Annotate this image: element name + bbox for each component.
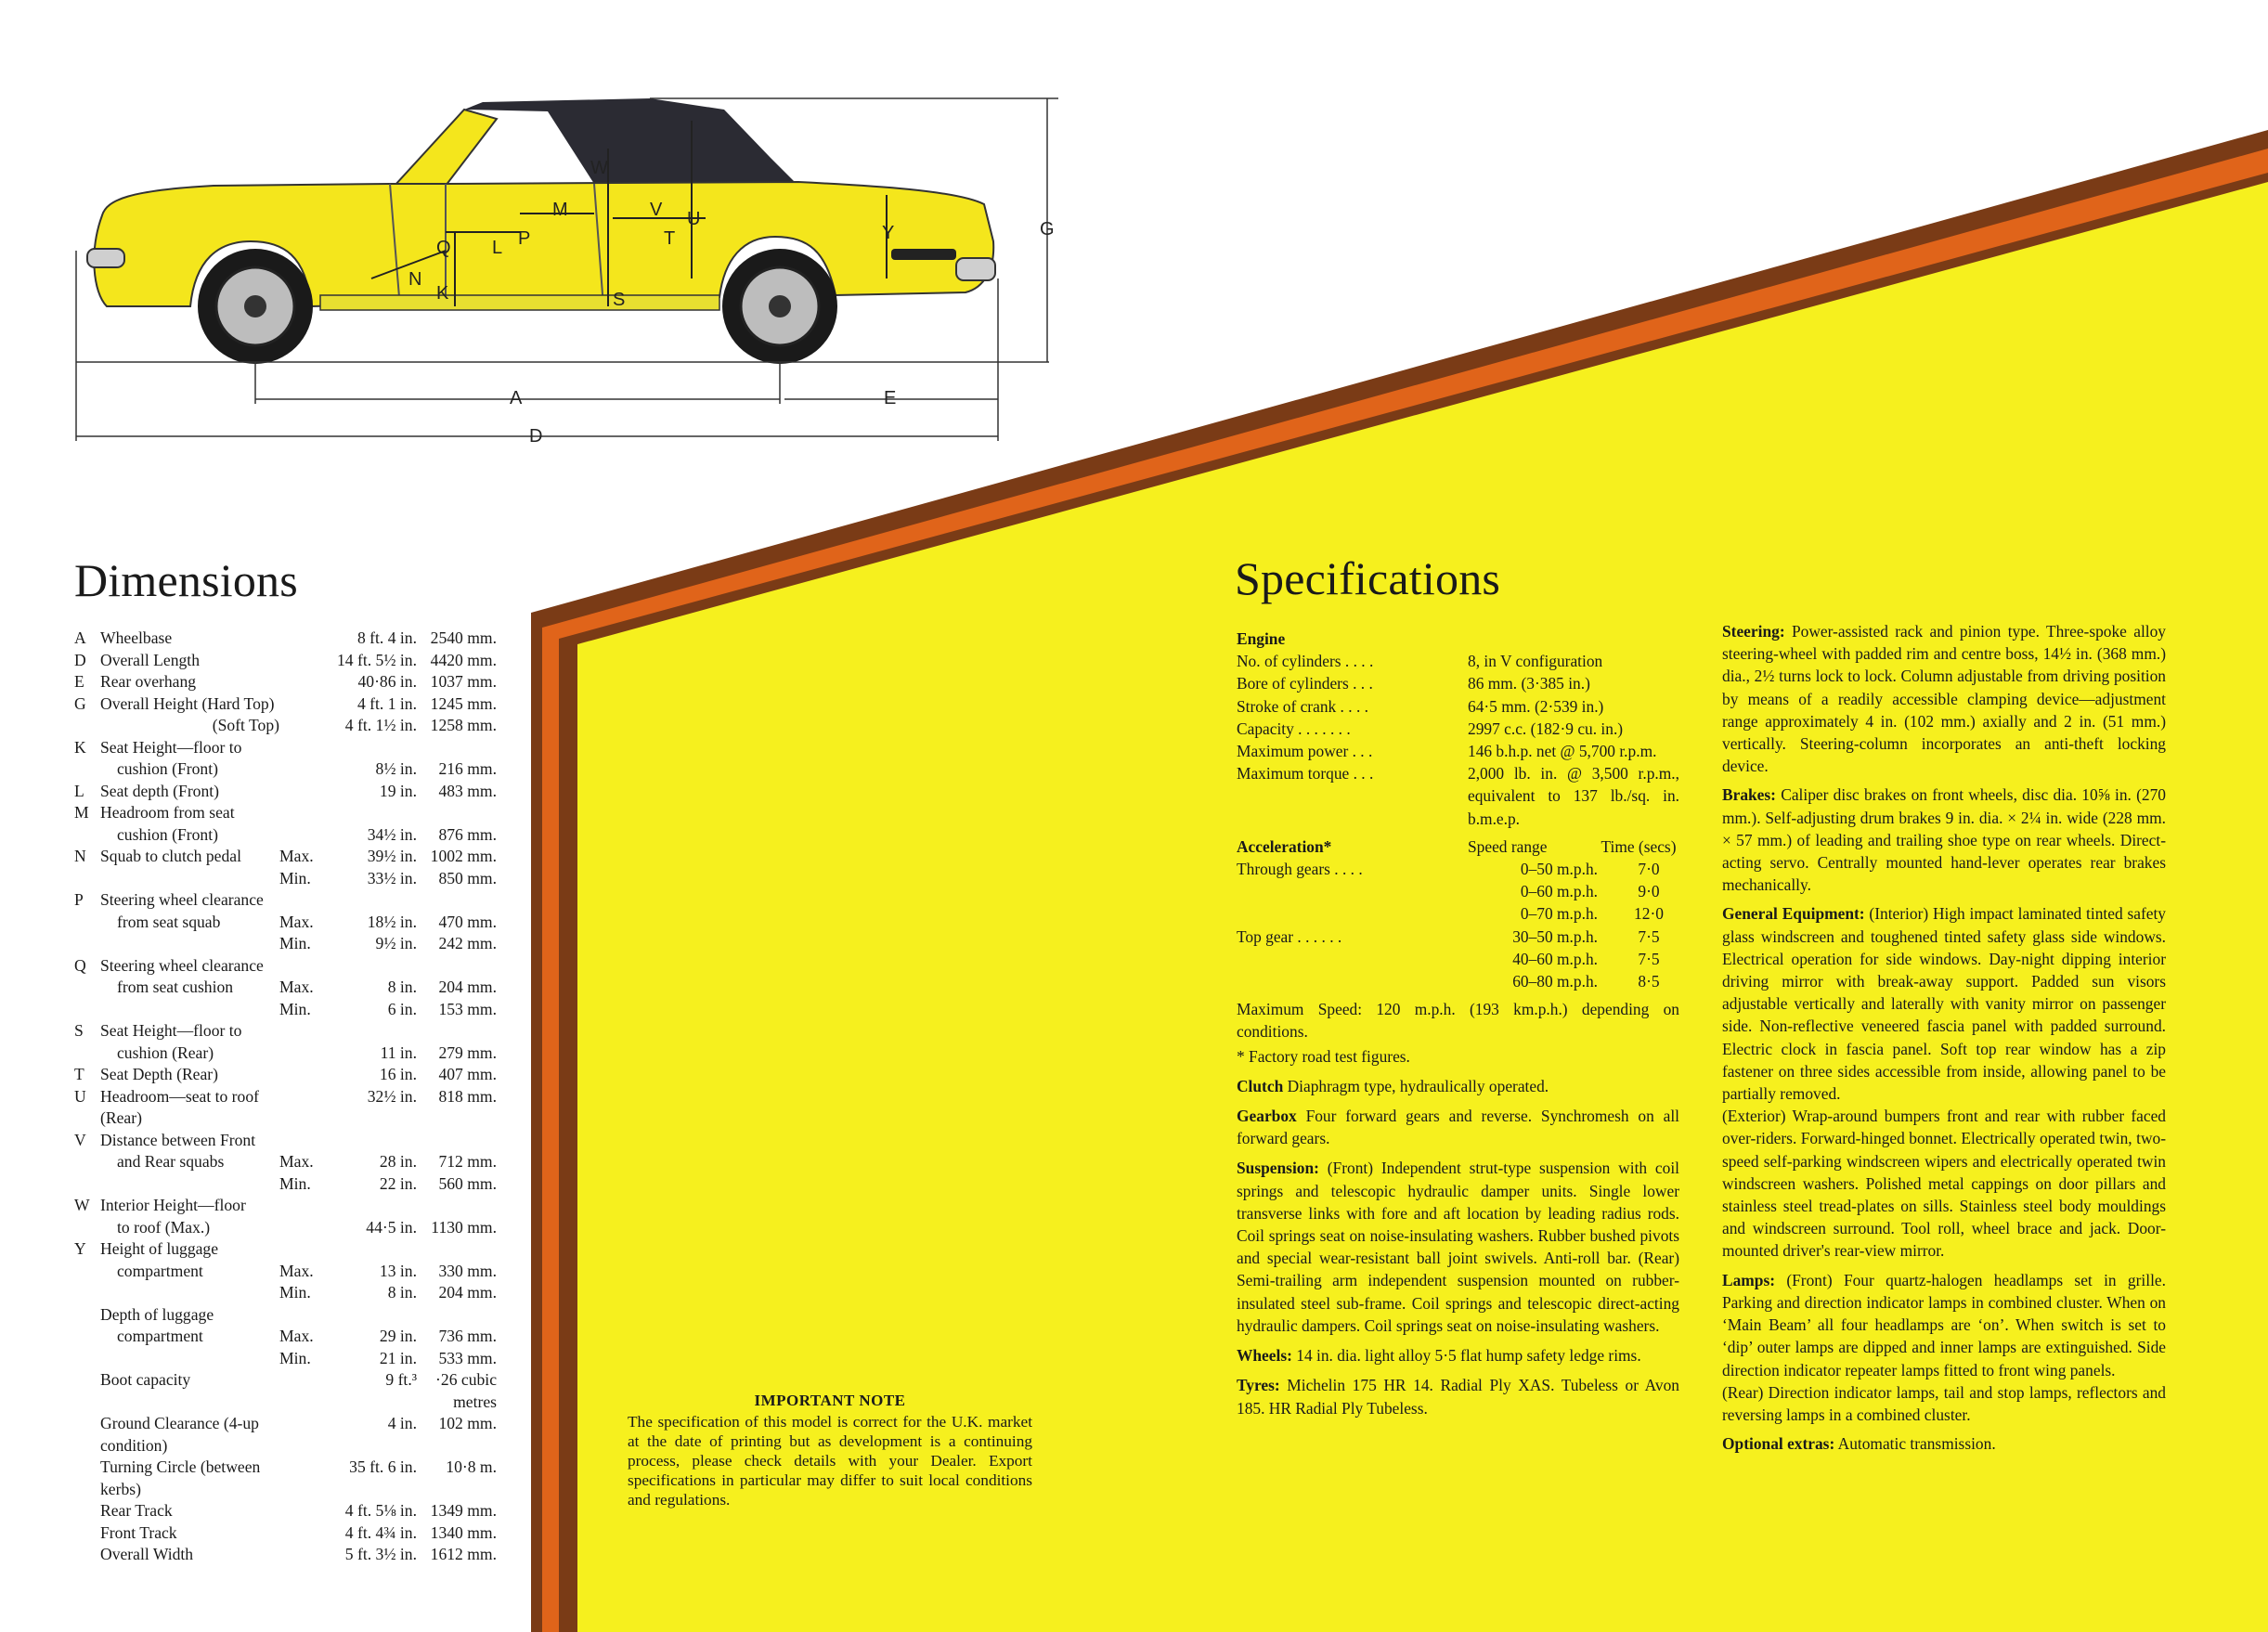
diagram-label-v: V (650, 200, 663, 220)
important-note (628, 1391, 1032, 1509)
dimension-row (74, 715, 497, 737)
dimension-name: Overall Length (100, 650, 200, 669)
diagram-label-y: Y (882, 223, 895, 243)
dimension-letter: E (74, 672, 84, 691)
dimension-metric: 1130 mm. (431, 1217, 497, 1237)
diagram-label-u: U (687, 209, 701, 229)
diagram-label-l: L (492, 238, 503, 258)
dimension-letter: M (74, 803, 89, 822)
specifications-column-2 (1722, 620, 2166, 1455)
diagram-label-d: D (529, 426, 543, 447)
accel-table (1237, 858, 1679, 992)
engine-row (1237, 718, 1679, 740)
dimension-metric: 153 mm. (438, 999, 497, 1018)
lamps-text: (Front) Four quartz-halogen headlamps set in grille. Parking and direction indicator lamps in combined cluster. When on ‘Main Beam’ all four headlamps are ‘on’. When switch is set to ‘dip’ outer lamps are dipped and inner lamps are extinguished. Side direction indicator repeater lamps fitted to front wing panels. (1722, 1270, 2166, 1379)
dimension-row (74, 758, 497, 781)
lamps-spec (1722, 1269, 2166, 1381)
diagram-label-w: W (590, 158, 608, 178)
accel-row (1237, 858, 1679, 880)
equipment-spec (1722, 902, 2166, 1105)
dimensions-title: Dimensions (74, 554, 298, 606)
dimension-metric: 736 mm. (438, 1327, 497, 1345)
accel-row (1237, 926, 1679, 948)
accel-gear (1237, 880, 1468, 902)
dimension-qualifier: Min. (279, 934, 311, 952)
engine-value: 146 b.h.p. net @ 5,700 r.p.m. (1468, 742, 1657, 761)
dimension-row (74, 1173, 497, 1196)
dimension-name: (Soft Top) (212, 716, 279, 734)
accel-time: 8·5 (1638, 972, 1660, 991)
dimension-imperial: 33½ in. (367, 868, 417, 887)
dimension-qualifier: Min. (279, 1283, 311, 1302)
dimension-imperial: 35 ft. 6 in. (349, 1457, 417, 1476)
dimension-row (74, 868, 497, 890)
rear-lamp (891, 249, 956, 260)
engine-heading: Engine (1237, 629, 1286, 648)
engine-key: Capacity . . . . . . . (1237, 719, 1351, 738)
suspension-spec (1237, 1157, 1679, 1337)
accel-range: 0–60 m.p.h. (1520, 882, 1598, 901)
dimension-metric: 1002 mm. (430, 847, 497, 865)
dimension-qualifier: Min. (279, 999, 311, 1018)
dimension-imperial: 8 in. (387, 978, 417, 996)
dimension-metric: 533 mm. (438, 1348, 497, 1367)
dimension-qualifier: Max. (279, 847, 314, 865)
suspension-label: Suspension: (1237, 1159, 1319, 1178)
dimension-letter: G (74, 693, 86, 713)
dimension-metric: 330 mm. (438, 1261, 497, 1280)
dimension-name: Turning Circle (between kerbs) (100, 1457, 261, 1498)
dimension-name: Wheelbase (100, 628, 173, 647)
dimension-name: Height of luggage (100, 1239, 219, 1258)
dimension-letter: Y (74, 1239, 86, 1258)
dimension-row (74, 1195, 497, 1217)
brakes-label: Brakes: (1722, 785, 1776, 805)
dimension-letter: V (74, 1130, 86, 1149)
dimension-metric: 1340 mm. (430, 1522, 497, 1542)
soft-top-roof (464, 98, 798, 186)
dimension-row (74, 999, 497, 1021)
dimension-letter: K (74, 737, 86, 757)
dimension-letter: N (74, 847, 86, 865)
accel-range: 60–80 m.p.h. (1512, 972, 1598, 991)
dimension-qualifier: Min. (279, 1348, 311, 1367)
engine-row (1237, 695, 1679, 718)
dimension-letter: A (74, 628, 86, 647)
dimension-row (74, 1043, 497, 1065)
rear-wheel (722, 249, 837, 364)
dimension-name: Overall Height (Hard Top) (100, 693, 275, 713)
dimension-letter: L (74, 781, 84, 800)
note-heading: IMPORTANT NOTE (754, 1392, 906, 1409)
dimension-name: to roof (Max.) (117, 1217, 211, 1237)
dimension-row (74, 1217, 497, 1239)
tyres-text: Michelin 175 HR 14. Radial Ply XAS. Tubeless or Avon 185. HR Radial Ply Tubeless. (1237, 1376, 1679, 1418)
dimension-letter: Q (74, 955, 86, 975)
engine-key: No. of cylinders . . . . (1237, 652, 1374, 671)
dimension-metric: ·26 cubic metres (435, 1370, 497, 1411)
dimension-imperial: 9 ft.³ (385, 1370, 417, 1389)
diagram-label-a: A (510, 388, 523, 408)
engine-key: Stroke of crank . . . . (1237, 696, 1368, 716)
dimension-letter: S (74, 1021, 84, 1040)
accel-time: 7·5 (1638, 949, 1660, 968)
dimension-qualifier: Min. (279, 868, 311, 887)
dimension-qualifier: Max. (279, 1261, 314, 1280)
dimension-metric: 4420 mm. (430, 650, 497, 669)
dimension-name: cushion (Rear) (117, 1043, 214, 1062)
dimension-name: Interior Height—floor (100, 1196, 246, 1214)
accel-col-time: Time (secs) (1601, 836, 1677, 856)
dimension-name: Ground Clearance (4-up condition) (100, 1414, 259, 1455)
dimension-name: Squab to clutch pedal (100, 847, 241, 865)
equipment-label: General Equipment: (1722, 904, 1865, 924)
dimension-qualifier: Max. (279, 1152, 314, 1171)
specifications-title: Specifications (1235, 552, 1501, 604)
diagram-label-e: E (884, 388, 897, 408)
wheels-label: Wheels: (1237, 1346, 1292, 1366)
dimension-metric: 204 mm. (438, 978, 497, 996)
dimension-row (74, 781, 497, 803)
dimension-imperial: 8 ft. 4 in. (356, 628, 417, 647)
dimension-name: Rear overhang (100, 672, 197, 691)
diagram-label-q: Q (436, 238, 451, 258)
dimension-metric: 470 mm. (438, 912, 497, 931)
engine-key: Maximum power . . . (1237, 742, 1373, 761)
diagram-label-t: T (664, 228, 676, 249)
rear-bumper (956, 258, 995, 280)
dimension-imperial: 22 in. (379, 1173, 417, 1193)
note-text: The specification of this model is correct for the U.K. market at the date of printing but as development is a continuing process, please check details with your Dealer. Export specifications in particular may differ to suit local conditions and regulations. (628, 1413, 1032, 1509)
dimension-qualifier: Max. (279, 978, 314, 996)
dimension-imperial: 5 ft. 3½ in. (344, 1545, 417, 1563)
dimension-row (74, 628, 497, 650)
accel-time: 9·0 (1638, 882, 1660, 901)
accel-range: 30–50 m.p.h. (1512, 926, 1598, 946)
dimension-qualifier: Min. (279, 1173, 311, 1193)
dimension-name: Seat Height—floor to (100, 1021, 242, 1040)
dimension-name: Overall Width (100, 1545, 194, 1563)
dimension-metric: 1258 mm. (430, 716, 497, 734)
engine-value: 2,000 lb. in. @ 3,500 r.p.m., equivalent to 137 lb./sq. in. b.m.e.p. (1468, 764, 1679, 828)
dimension-name: Front Track (100, 1522, 177, 1542)
accel-range: 0–70 m.p.h. (1520, 904, 1598, 924)
accel-header (1237, 835, 1679, 858)
engine-value: 64·5 mm. (2·539 in.) (1468, 696, 1604, 716)
dimension-row (74, 846, 497, 868)
dimension-row (74, 1457, 497, 1500)
dimension-name: Headroom—seat to roof (Rear) (100, 1086, 259, 1127)
dimension-metric: 712 mm. (438, 1152, 497, 1171)
gearbox-text: Four forward gears and reverse. Synchromesh on all forward gears. (1237, 1107, 1679, 1148)
accel-row (1237, 902, 1679, 925)
specifications-column-1 (1237, 628, 1679, 1419)
dimension-row (74, 1086, 497, 1130)
dimension-imperial: 14 ft. 5½ in. (336, 650, 417, 669)
dimension-metric: 818 mm. (438, 1086, 497, 1106)
optional-label: Optional extras: (1722, 1434, 1835, 1454)
dimension-metric: 1245 mm. (430, 693, 497, 713)
dimension-letter: W (74, 1196, 90, 1214)
windscreen (395, 110, 497, 186)
dimension-name: Headroom from seat (100, 803, 235, 822)
dimension-metric: 216 mm. (438, 759, 497, 778)
dimension-row (74, 1413, 497, 1457)
diagram-label-k: K (436, 283, 449, 304)
dimension-row (74, 737, 497, 759)
dimension-imperial: 34½ in. (367, 824, 417, 844)
dimension-row (74, 1282, 497, 1304)
dimension-row (74, 693, 497, 716)
dimension-metric: 279 mm. (438, 1043, 497, 1062)
dimension-row (74, 1348, 497, 1370)
dimension-name: Seat Height—floor to (100, 737, 242, 757)
dimension-imperial: 8½ in. (375, 759, 417, 778)
dimension-metric: 483 mm. (438, 781, 497, 800)
brakes-text: Caliper disc brakes on front wheels, disc dia. 10⅝ in. (270 mm.). Self-adjusting drum brakes 9 in. dia. × 2¼ in. wide (228 mm. × 57 mm.) of leading and trailing shoe type on rear wheels. Direct-acting servo. Centrally mounted hand-lever operates rear brakes mechanically. (1722, 785, 2166, 895)
dimension-row (74, 1544, 497, 1566)
accel-row (1237, 970, 1679, 992)
dimension-row (74, 912, 497, 934)
dimension-metric: 407 mm. (438, 1065, 497, 1083)
dimension-metric: 1037 mm. (430, 672, 497, 691)
footnote: * Factory road test figures. (1237, 1046, 1410, 1066)
dimension-row (74, 824, 497, 847)
diagram-label-m: M (552, 200, 568, 220)
clutch-spec (1237, 1075, 1679, 1097)
dimension-name: Steering wheel clearance (100, 890, 264, 909)
brakes-spec (1722, 784, 2166, 896)
dimension-row (74, 933, 497, 955)
dimension-metric: 876 mm. (438, 824, 497, 844)
dimension-imperial: 13 in. (379, 1261, 417, 1280)
clutch-label: Clutch (1237, 1076, 1284, 1095)
lamps-label: Lamps: (1722, 1270, 1776, 1289)
sill (320, 295, 719, 310)
front-bumper (87, 249, 124, 267)
accel-col-range: Speed range (1468, 836, 1548, 856)
engine-value: 86 mm. (3·385 in.) (1468, 674, 1590, 693)
accel-gear (1237, 970, 1468, 992)
steering-text: Power-assisted rack and pinion type. Three-spoke alloy steering-wheel with padded rim and centre boss, 14½ in. (368 mm.) dia., 2½ turns lock to lock. Column adjustable from driving position by means of a readily accessible clamping device—adjustment range approximately 4 in. (102 mm.) axially and 2 in. (51 mm.) vertically. Steering-column incorporates an anti-theft locking device. (1722, 622, 2166, 776)
dimension-imperial: 8 in. (387, 1283, 417, 1302)
dimension-metric: 204 mm. (438, 1283, 497, 1302)
dimension-imperial: 18½ in. (367, 912, 417, 931)
dimension-imperial: 21 in. (379, 1348, 417, 1367)
dimension-imperial: 44·5 in. (366, 1217, 417, 1237)
dimension-letter: T (74, 1065, 84, 1083)
accel-row (1237, 948, 1679, 970)
accel-range: 40–60 m.p.h. (1512, 949, 1598, 968)
dimension-name: Boot capacity (100, 1370, 191, 1389)
front-wheel (198, 249, 313, 364)
engine-key: Bore of cylinders . . . (1237, 674, 1373, 693)
dimension-row (74, 1238, 497, 1261)
engine-row (1237, 762, 1679, 830)
dimension-imperial: 4 ft. 5⅛ in. (344, 1501, 417, 1520)
dimension-row (74, 1261, 497, 1283)
optional-spec (1722, 1432, 2166, 1455)
wheels-text: 14 in. dia. light alloy 5·5 flat hump safety ledge rims. (1296, 1346, 1641, 1366)
dimension-name: cushion (Front) (117, 824, 218, 844)
dimension-name: Seat depth (Front) (100, 781, 220, 800)
dimension-name: compartment (117, 1261, 203, 1280)
dimension-row (74, 1130, 497, 1152)
dimension-metric: 2540 mm. (430, 628, 497, 647)
engine-key: Maximum torque . . . (1237, 764, 1374, 784)
dimension-row (74, 955, 497, 978)
accel-range: 0–50 m.p.h. (1520, 860, 1598, 879)
optional-text: Automatic transmission. (1837, 1434, 1996, 1454)
dimension-imperial: 4 in. (387, 1414, 417, 1432)
dimension-letter: D (74, 650, 86, 669)
equipment-text: (Interior) High impact laminated tinted safety glass windscreen and toughened tinted safety glass side windows. Electrical operation for side windows. Day-night dipping interior driving mirror with break-away support. Padded sun visors adjustable vertically and laterally with vanity mirror on passenger side. Non-reflective veneered fascia panel with padded surround. Electric clock in fascia panel. Soft top rear window has a zip fastener on three sides accessible from inside, allowing panel to be partially removed. (1722, 904, 2166, 1104)
dimension-name: cushion (Front) (117, 759, 218, 778)
suspension-text: (Front) Independent strut-type suspension with coil springs and telescopic hydraulic damper units. Single lower transverse links with fore and aft location by leading radius rods. Coil springs seat on noise-insulating washers. Rubber bushed pivots and special wear-resistant ball joint swivels. Anti-roll bar. (Rear) Semi-trailing arm independent suspension mounted on rubber-insulated steel sub-frame. Coil springs and telescopic direct-acting hydraulic dampers. Coil springs seat on noise-insulating washers. (1237, 1159, 1679, 1335)
accel-time: 7·5 (1638, 926, 1660, 946)
dimension-row (74, 1500, 497, 1522)
tyres-label: Tyres: (1237, 1376, 1280, 1395)
tyres-spec (1237, 1374, 1679, 1418)
gearbox-label: Gearbox (1237, 1107, 1297, 1126)
dimension-name: and Rear squabs (117, 1152, 225, 1171)
dimension-row (74, 1020, 497, 1043)
dimension-metric: 1349 mm. (430, 1501, 497, 1520)
dimension-row (74, 1326, 497, 1348)
dimension-row (74, 1151, 497, 1173)
dimension-imperial: 6 in. (387, 999, 417, 1018)
accel-gear: Through gears . . . . (1237, 860, 1363, 879)
engine-value: 2997 c.c. (182·9 cu. in.) (1468, 719, 1624, 738)
diagram-label-s: S (613, 290, 626, 310)
dimensions-table (74, 628, 497, 1566)
gearbox-spec (1237, 1105, 1679, 1149)
dimension-row (74, 1304, 497, 1327)
dimension-name: Distance between Front (100, 1130, 256, 1149)
wheels-spec (1237, 1344, 1679, 1366)
dimension-metric: 1612 mm. (430, 1545, 497, 1563)
engine-row (1237, 672, 1679, 694)
dimension-imperial: 29 in. (379, 1327, 417, 1345)
dimension-name: from seat squab (117, 912, 221, 931)
dimension-row (74, 1369, 497, 1413)
dimension-letter: P (74, 890, 84, 909)
accel-gear (1237, 902, 1468, 925)
engine-value: 8, in V configuration (1468, 652, 1603, 671)
dimension-row (74, 1522, 497, 1545)
dimension-row (74, 650, 497, 672)
dimension-metric: 850 mm. (438, 868, 497, 887)
dimension-imperial: 39½ in. (367, 847, 417, 865)
diagram-label-p: P (518, 228, 531, 249)
dimension-imperial: 19 in. (379, 781, 417, 800)
accel-gear: Top gear . . . . . . (1237, 926, 1342, 946)
dimension-imperial: 16 in. (379, 1065, 417, 1083)
dimension-imperial: 4 ft. 4¾ in. (344, 1522, 417, 1542)
dimension-metric: 10·8 m. (446, 1457, 497, 1476)
dimension-row (74, 889, 497, 912)
dimension-row (74, 671, 497, 693)
dimension-metric: 242 mm. (438, 934, 497, 952)
dimension-name: Steering wheel clearance (100, 955, 264, 975)
dimension-name: Seat Depth (Rear) (100, 1065, 219, 1083)
accel-heading: Acceleration* (1237, 836, 1332, 856)
equipment-exterior: (Exterior) Wrap-around bumpers front and rear with rubber faced over-riders. Forward-hinged bonnet. Electrically operated twin, two-speed self-parking windscreen wipers and electrically operated twin windscreen washers. Polished metal cappings on door pillars and stainless steel tread-plates on sills. Stainless steel body mouldings and windscreen surround. Tool roll, wheel brace and jack. Door-mounted driver's rear-view mirror. (1722, 1107, 2166, 1261)
dimension-name: from seat cushion (117, 978, 234, 996)
diagram-label-n: N (408, 269, 422, 290)
dimension-letter: U (74, 1086, 86, 1106)
accel-time: 7·0 (1638, 860, 1660, 879)
dimension-imperial: 9½ in. (375, 934, 417, 952)
dimension-imperial: 4 ft. 1 in. (356, 693, 417, 713)
diagram-label-g: G (1040, 219, 1055, 240)
dimension-row (74, 977, 497, 999)
accel-gear (1237, 948, 1468, 970)
engine-row (1237, 740, 1679, 762)
dimension-imperial: 11 in. (380, 1043, 417, 1062)
dimension-name: Rear Track (100, 1501, 173, 1520)
dimension-qualifier: Max. (279, 1327, 314, 1345)
dimension-name: compartment (117, 1327, 203, 1345)
dimension-row (74, 1064, 497, 1086)
dimension-qualifier: Max. (279, 912, 314, 931)
dimension-row (74, 802, 497, 824)
dimension-name: Depth of luggage (100, 1304, 214, 1324)
dimension-metric: 560 mm. (438, 1173, 497, 1193)
engine-row (1237, 650, 1679, 672)
accel-time: 12·0 (1634, 904, 1664, 924)
dimension-imperial: 4 ft. 1½ in. (344, 716, 417, 734)
accel-row (1237, 880, 1679, 902)
steering-spec (1722, 620, 2166, 777)
steering-label: Steering: (1722, 622, 1785, 641)
dimension-metric: 102 mm. (438, 1414, 497, 1432)
dimension-imperial: 28 in. (379, 1152, 417, 1171)
lamps-rear: (Rear) Direction indicator lamps, tail and stop lamps, reflectors and reversing lamps in a combined cluster. (1722, 1382, 2166, 1424)
car-dimension-diagram (0, 0, 1114, 464)
engine-table (1237, 650, 1679, 830)
dimension-imperial: 32½ in. (367, 1086, 417, 1106)
max-speed: Maximum Speed: 120 m.p.h. (193 km.p.h.) depending on conditions. (1237, 1000, 1679, 1042)
clutch-text: Diaphragm type, hydraulically operated. (1287, 1076, 1549, 1095)
dimension-imperial: 40·86 in. (357, 672, 417, 691)
